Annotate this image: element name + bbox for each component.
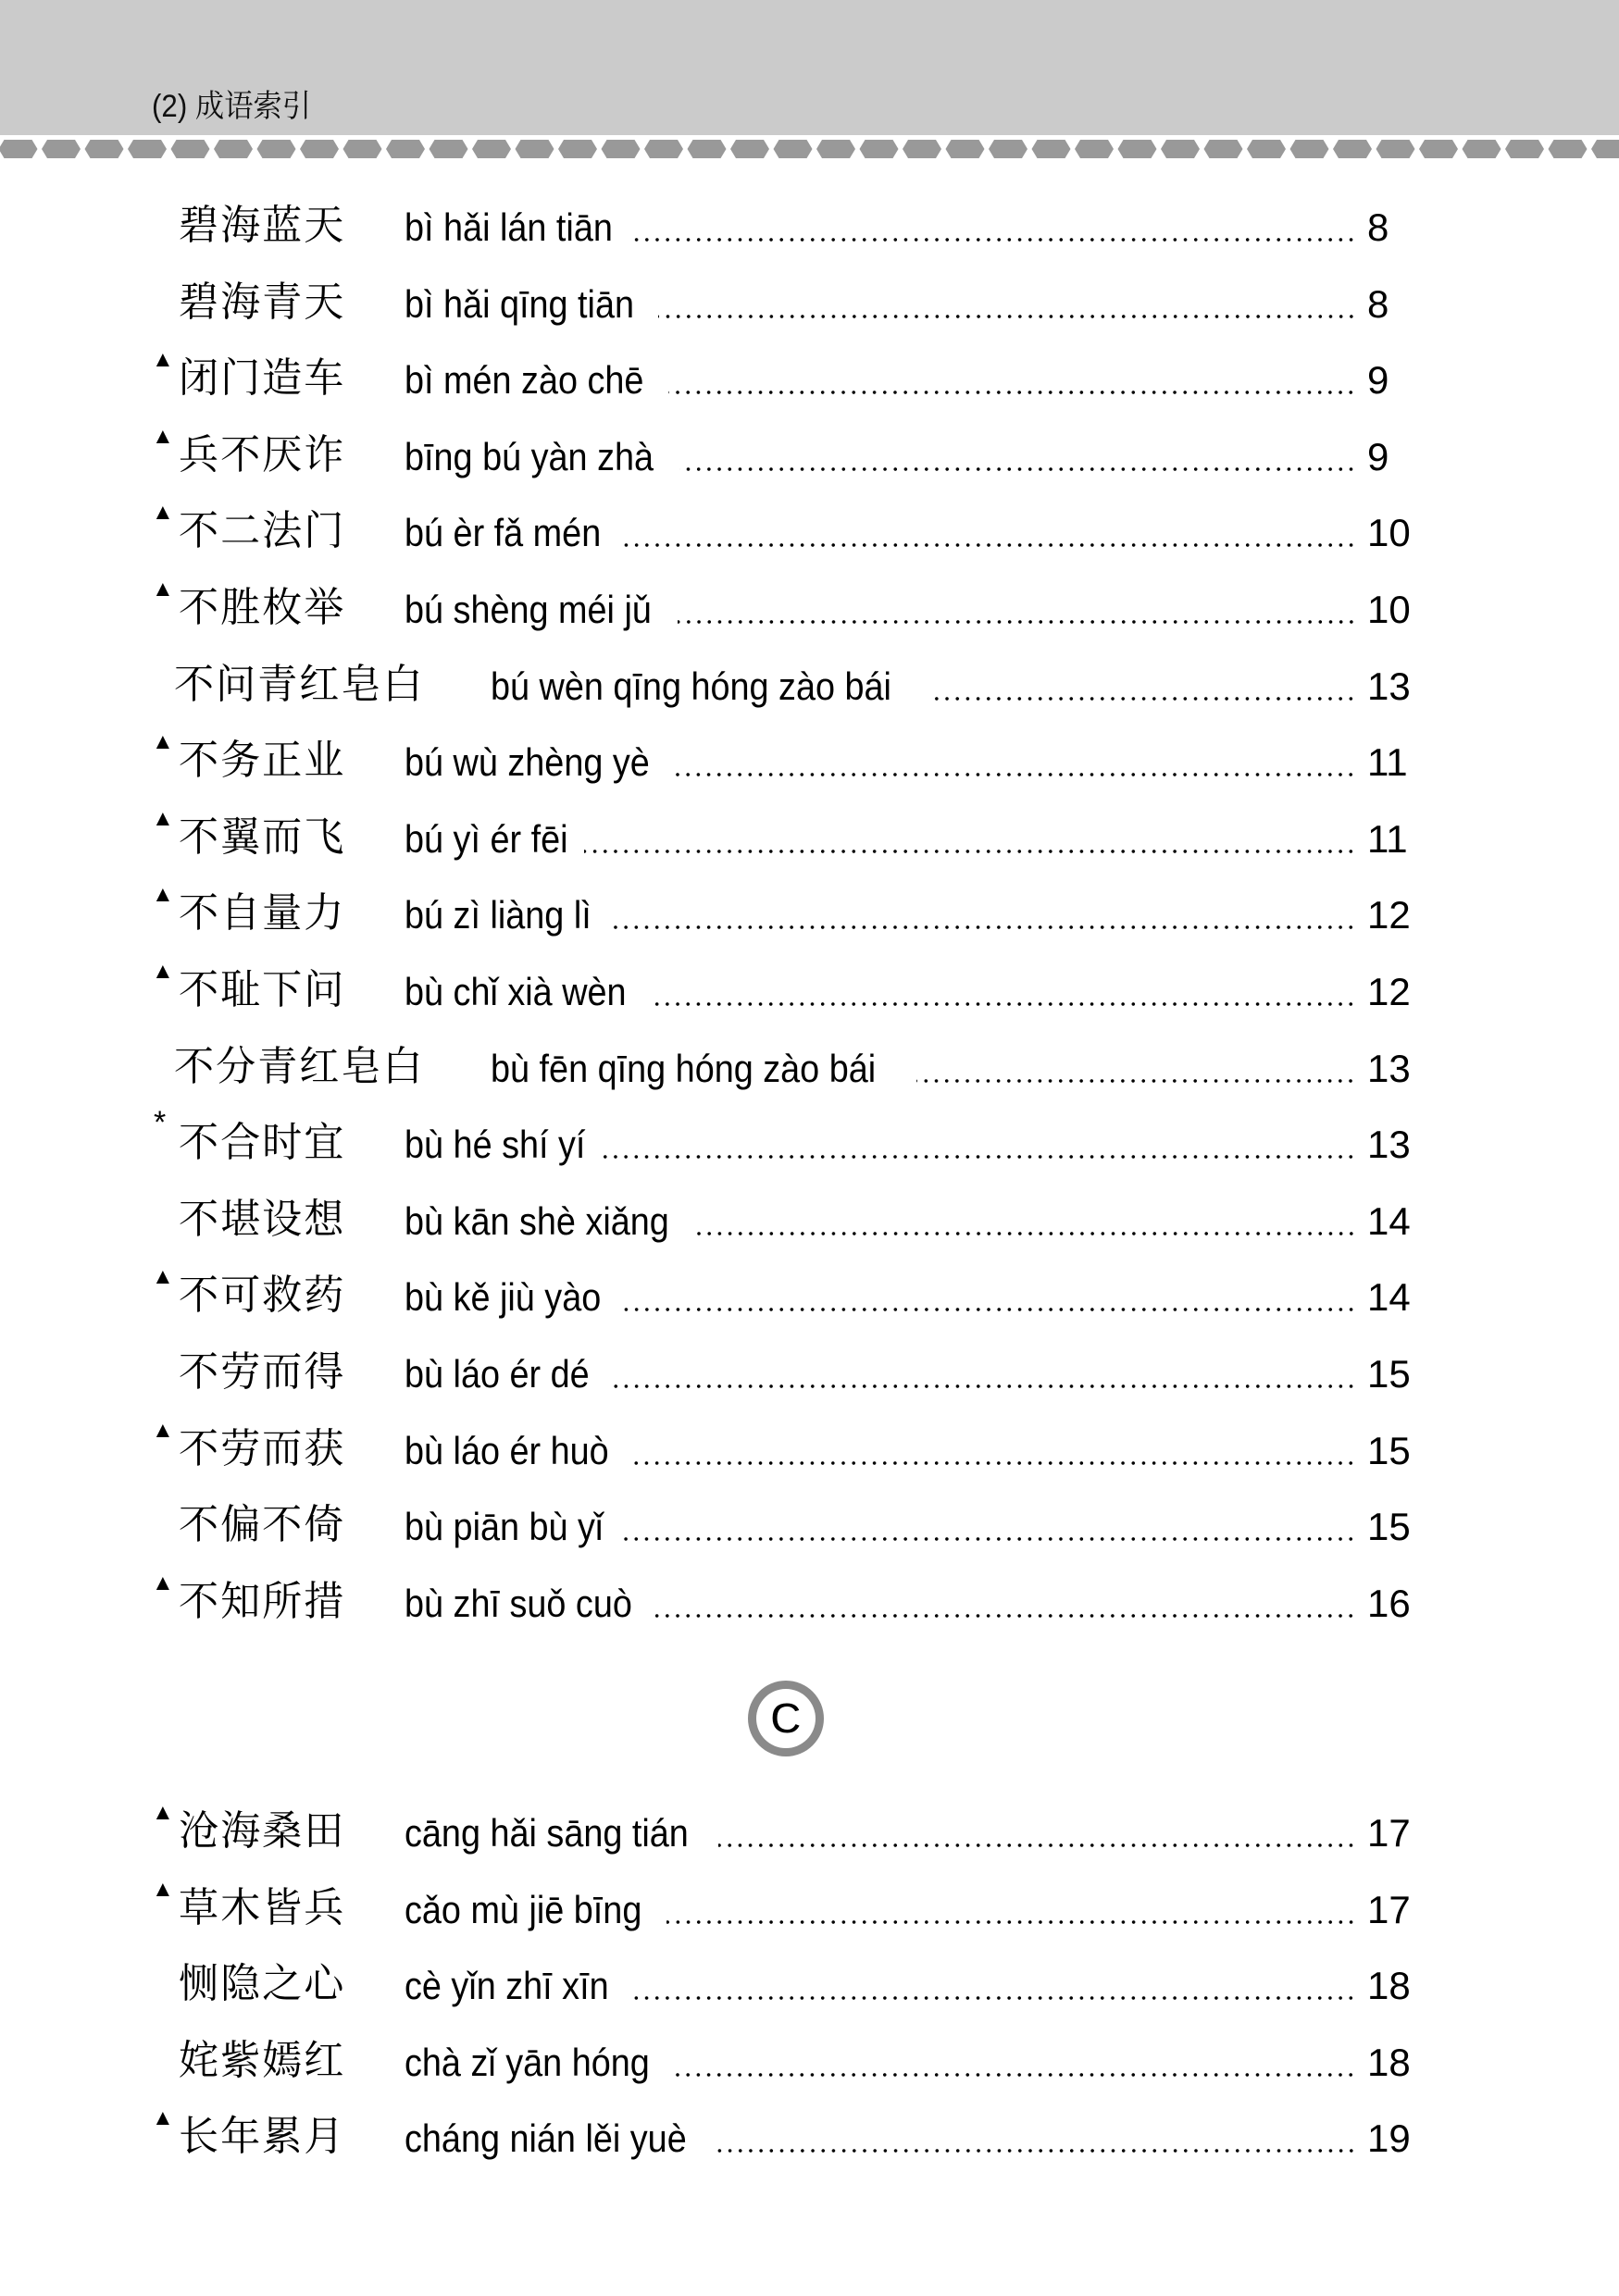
pinyin-text: bù piān bù yǐ	[405, 1505, 604, 1549]
pinyin-row	[405, 1275, 1619, 1322]
idiom-text: 碧海青天	[179, 278, 346, 326]
pinyin-text: cāng hǎi sāng tián	[405, 1811, 689, 1855]
page-number: 16	[1367, 1581, 1411, 1625]
dot-leader	[584, 849, 1356, 854]
index-entry	[0, 1043, 1619, 1098]
index-entry	[0, 279, 1619, 334]
page-number: 12	[1367, 893, 1411, 937]
idiom-text: 兵不厌诈	[179, 430, 346, 478]
hexagon-pattern-icon	[0, 139, 1619, 159]
dot-leader	[716, 2148, 1356, 2153]
pinyin-row	[405, 588, 1619, 634]
index-entry	[0, 423, 1619, 487]
idiom-text: 不务正业	[179, 737, 346, 785]
pinyin-text: cǎo mù jiē bīng	[405, 1887, 642, 1931]
dot-leader	[623, 1536, 1356, 1542]
index-entry	[0, 202, 1619, 257]
idiom-text: 不劳而获	[179, 1424, 346, 1472]
triangle-marker-icon: ▲	[152, 1264, 174, 1290]
index-entry	[0, 882, 1619, 945]
index-entry	[0, 577, 1619, 639]
idiom-text: 不偏不倚	[179, 1501, 346, 1549]
triangle-marker-icon: ▲	[152, 2105, 174, 2131]
triangle-marker-icon: ▲	[152, 1800, 174, 1825]
dot-leader	[649, 1001, 1356, 1007]
pinyin-row	[405, 740, 1619, 787]
page-number: 13	[1367, 1123, 1411, 1167]
dot-leader	[629, 1995, 1356, 2001]
index-entry	[0, 1348, 1619, 1404]
index-entry	[0, 1960, 1619, 2016]
dot-leader	[666, 1919, 1356, 1925]
page-number: 9	[1367, 358, 1389, 403]
pinyin-text: bú zì liàng lì	[405, 893, 592, 937]
idiom-text: 不分青红皂白	[174, 1042, 425, 1090]
dot-leader	[916, 1078, 1356, 1084]
page-number: 10	[1367, 511, 1411, 555]
idiom-text: 姹紫嫣红	[179, 2036, 346, 2084]
pinyin-row	[405, 511, 1619, 557]
dot-leader	[658, 314, 1356, 319]
dot-leader	[675, 772, 1356, 777]
pinyin-text: bú shèng méi jǔ	[405, 588, 652, 631]
pinyin-text: cháng nián lěi yuè	[405, 2116, 687, 2161]
pinyin-text: bù zhī suǒ cuò	[405, 1581, 632, 1625]
dot-leader	[668, 390, 1356, 395]
idiom-text: 不翼而飞	[179, 813, 346, 861]
page-number: 10	[1367, 588, 1411, 631]
page-number: 15	[1367, 1352, 1411, 1396]
triangle-marker-icon: ▲	[152, 577, 174, 602]
page-number: 18	[1367, 2040, 1411, 2084]
triangle-marker-icon: ▲	[152, 805, 174, 831]
pinyin-row	[405, 1888, 1619, 1934]
page-number: 12	[1367, 970, 1411, 1013]
index-entry	[0, 1105, 1619, 1174]
pinyin-text: bú èr fǎ mén	[405, 511, 602, 555]
index-entry	[0, 729, 1619, 792]
pinyin-row	[405, 1199, 1619, 1246]
page-number: 11	[1367, 816, 1408, 861]
pinyin-text: bù kě jiù yào	[405, 1275, 602, 1320]
letter-c-badge-icon	[746, 1679, 826, 1758]
page-number: 9	[1367, 434, 1389, 478]
idiom-text: 不二法门	[179, 507, 346, 555]
pinyin-text: cè yǐn zhī xīn	[405, 1964, 609, 2008]
section-letter-badge	[746, 1679, 826, 1758]
dot-leader	[610, 925, 1356, 930]
idiom-text: 不知所措	[179, 1577, 346, 1625]
triangle-marker-icon: ▲	[152, 729, 174, 755]
pinyin-text: bù hé shí yí	[405, 1123, 586, 1167]
header-band	[0, 0, 1619, 135]
dot-leader	[629, 1460, 1356, 1466]
index-entry	[0, 1264, 1619, 1327]
pinyin-text: bù láo ér dé	[405, 1352, 590, 1396]
pinyin-text: bù kān shè xiǎng	[405, 1198, 669, 1243]
pinyin-row	[405, 1582, 1619, 1628]
triangle-marker-icon: ▲	[152, 959, 174, 984]
pinyin-text: bì hǎi qīng tiān	[405, 281, 634, 326]
triangle-marker-icon: ▲	[152, 1570, 174, 1595]
dot-leader	[634, 237, 1356, 242]
triangle-marker-icon: ▲	[152, 1876, 174, 1902]
index-entry	[0, 1876, 1619, 1940]
pinyin-row	[405, 893, 1619, 939]
pinyin-row	[491, 1047, 1619, 1093]
idiom-text: 长年累月	[179, 2113, 346, 2161]
pinyin-text: bù fēn qīng hóng zào bái	[491, 1046, 877, 1090]
page-number: 14	[1367, 1275, 1411, 1320]
index-entry	[0, 1570, 1619, 1633]
pinyin-text: bù láo ér huò	[405, 1428, 609, 1472]
idiom-text: 不自量力	[179, 889, 346, 937]
dot-leader	[679, 466, 1356, 472]
dot-leader	[718, 1843, 1356, 1848]
triangle-marker-icon: ▲	[152, 1417, 174, 1443]
page-number: 8	[1367, 281, 1389, 326]
triangle-marker-icon: ▲	[152, 882, 174, 908]
page-number: 19	[1367, 2116, 1411, 2161]
pinyin-row	[491, 664, 1619, 711]
section-letter: C	[769, 1694, 803, 1744]
index-entry	[0, 959, 1619, 1022]
page-title: (2) 成语索引	[152, 89, 312, 124]
idiom-text: 不可救药	[179, 1272, 346, 1320]
page-number: 13	[1367, 664, 1411, 708]
triangle-marker-icon: ▲	[152, 347, 174, 373]
idiom-text: 不问青红皂白	[174, 660, 425, 708]
pinyin-row	[405, 1429, 1619, 1475]
pinyin-row	[405, 2041, 1619, 2087]
idiom-text: 不劳而得	[179, 1348, 346, 1396]
idiom-text: 沧海桑田	[179, 1807, 346, 1855]
dot-leader	[655, 1613, 1356, 1619]
page-number: 15	[1367, 1428, 1411, 1472]
dot-leader	[604, 1154, 1356, 1160]
pinyin-row	[405, 205, 1619, 252]
index-entry	[0, 500, 1619, 563]
pinyin-row	[405, 817, 1619, 863]
dot-leader	[934, 696, 1356, 701]
page-number: 11	[1367, 740, 1408, 785]
dot-leader	[697, 1231, 1356, 1236]
page-number: 13	[1367, 1046, 1411, 1090]
pinyin-text: bù chǐ xià wèn	[405, 970, 627, 1013]
pinyin-row	[405, 358, 1619, 404]
page-number: 8	[1367, 205, 1389, 249]
decorative-border	[0, 135, 1619, 161]
index-entry	[0, 1196, 1619, 1251]
pinyin-row	[405, 970, 1619, 1016]
pinyin-row	[405, 1811, 1619, 1857]
index-entry	[0, 2105, 1619, 2168]
dot-leader	[621, 1307, 1356, 1312]
dot-leader	[675, 2072, 1356, 2078]
idiom-text: 不耻下问	[179, 966, 346, 1013]
pinyin-text: chà zǐ yān hóng	[405, 2040, 650, 2084]
idiom-text: 恻隐之心	[179, 1960, 346, 2008]
asterisk-marker-icon: *	[154, 1105, 167, 1141]
idiom-text: 闭门造车	[179, 354, 346, 403]
page-number: 14	[1367, 1198, 1411, 1243]
dot-leader	[621, 542, 1356, 548]
idiom-text: 不胜枚举	[179, 584, 346, 631]
page-number: 17	[1367, 1811, 1411, 1855]
index-entry	[0, 661, 1619, 716]
pinyin-text: bú yì ér fēi	[405, 816, 568, 861]
pinyin-row	[405, 1964, 1619, 2010]
dot-leader	[678, 619, 1356, 625]
index-entry	[0, 347, 1619, 410]
pinyin-row	[405, 282, 1619, 329]
idiom-text: 碧海蓝天	[179, 202, 346, 249]
pinyin-row	[405, 1352, 1619, 1398]
pinyin-text: bú wèn qīng hóng zào bái	[491, 664, 891, 708]
pinyin-text: bì hǎi lán tiān	[405, 205, 613, 249]
pinyin-row	[405, 1505, 1619, 1551]
page-number: 17	[1367, 1887, 1411, 1931]
triangle-marker-icon: ▲	[152, 423, 174, 449]
page-number: 18	[1367, 1964, 1411, 2008]
pinyin-row	[405, 2116, 1619, 2163]
index-entry	[0, 805, 1619, 869]
pinyin-text: bīng bú yàn zhà	[405, 434, 654, 478]
pinyin-text: bì mén zào chē	[405, 358, 644, 403]
idiom-text: 不堪设想	[179, 1195, 346, 1243]
pinyin-row	[405, 1123, 1619, 1169]
index-entry	[0, 1501, 1619, 1557]
pinyin-row	[405, 435, 1619, 481]
index-entry	[0, 1800, 1619, 1863]
index-entry	[0, 1417, 1619, 1481]
index-entry	[0, 2037, 1619, 2092]
idiom-text: 草木皆兵	[179, 1883, 346, 1931]
dot-leader	[608, 1384, 1356, 1389]
idiom-text: 不合时宜	[179, 1119, 346, 1167]
pinyin-text: bú wù zhèng yè	[405, 740, 650, 785]
triangle-marker-icon: ▲	[152, 500, 174, 526]
page-number: 15	[1367, 1505, 1411, 1549]
